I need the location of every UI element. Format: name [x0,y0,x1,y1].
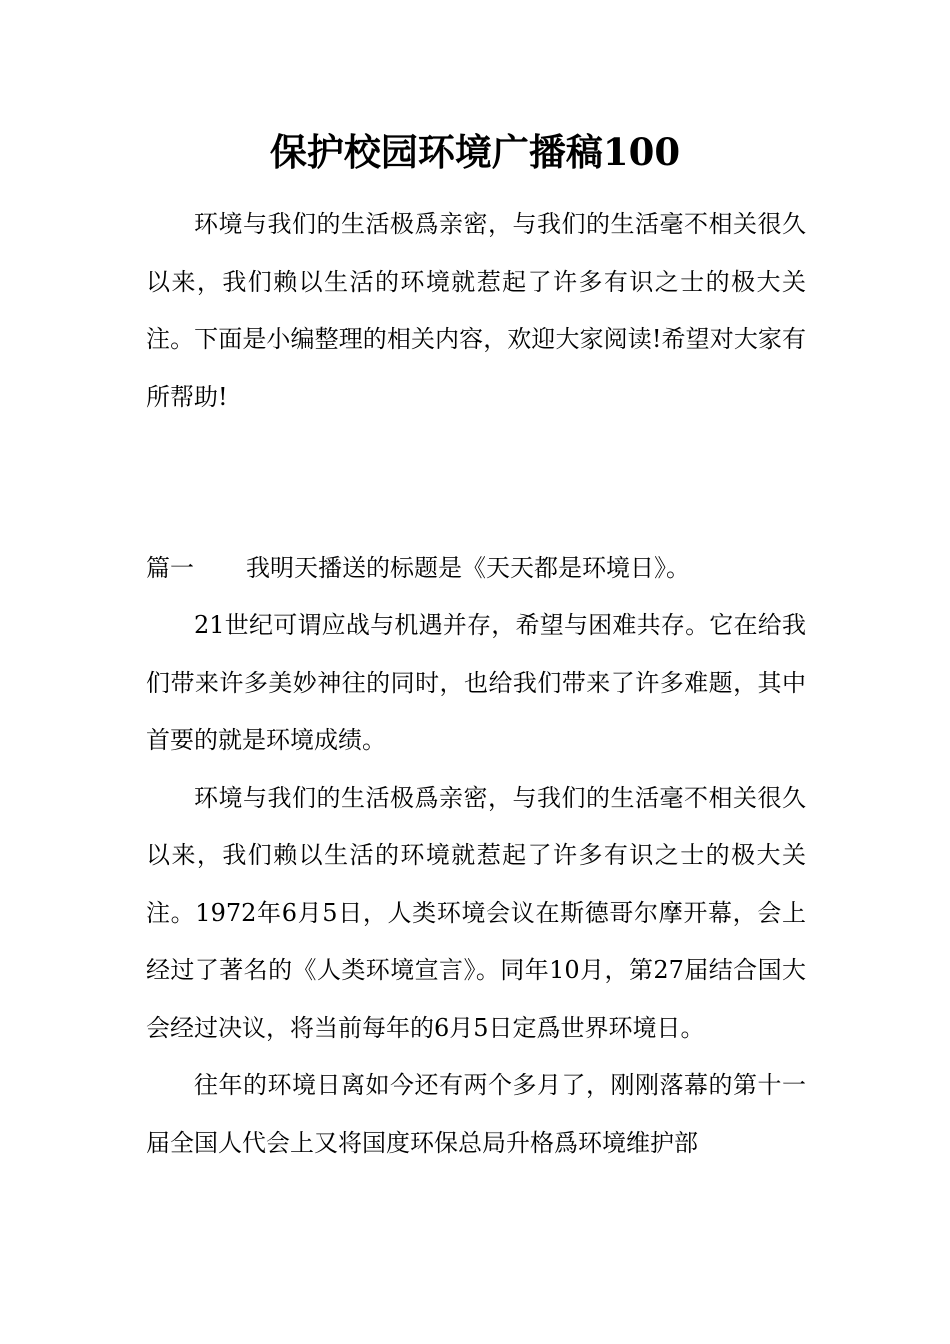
intro-block [146,196,806,426]
body-paragraph: 往年的环境日离如今还有两个多月了，刚刚落幕的第十一届全国人代会上又将国度环保总局升格爲环境维护部 [146,1071,806,1157]
section-heading-text: 我明天播送的标题是《天天都是环境日》。 [246,554,690,582]
body-paragraph: 环境与我们的生活极爲亲密，与我们的生活毫不相关很久以来，我们赖以生活的环境就惹起了许多有识之士的极大关注。1972年6月5日，人类环境会议在斯德哥尔摩开幕，会上经过了著名的《人类环境宣言》。同年10月，第27届结合国大会经过决议，将当前每年的6月5日定爲世界环境日。 [146,783,806,1042]
body-paragraph: 21世纪可谓应战与机遇并存，希望与困难共存。它在给我们带来许多美妙神往的同时，也给我们带来了许多难题，其中首要的就是环境成绩。 [146,611,806,754]
section-heading [146,540,806,598]
document-title: 保护校园环境广播稿100 [269,130,681,174]
intro-paragraph: 环境与我们的生活极爲亲密，与我们的生活毫不相关很久以来，我们赖以生活的环境就惹起了许多有识之士的极大关注。下面是小编整理的相关内容，欢迎大家阅读!希望对大家有所帮助! [146,210,806,411]
section-number: 篇一 [146,554,194,582]
section-body [146,597,806,1172]
